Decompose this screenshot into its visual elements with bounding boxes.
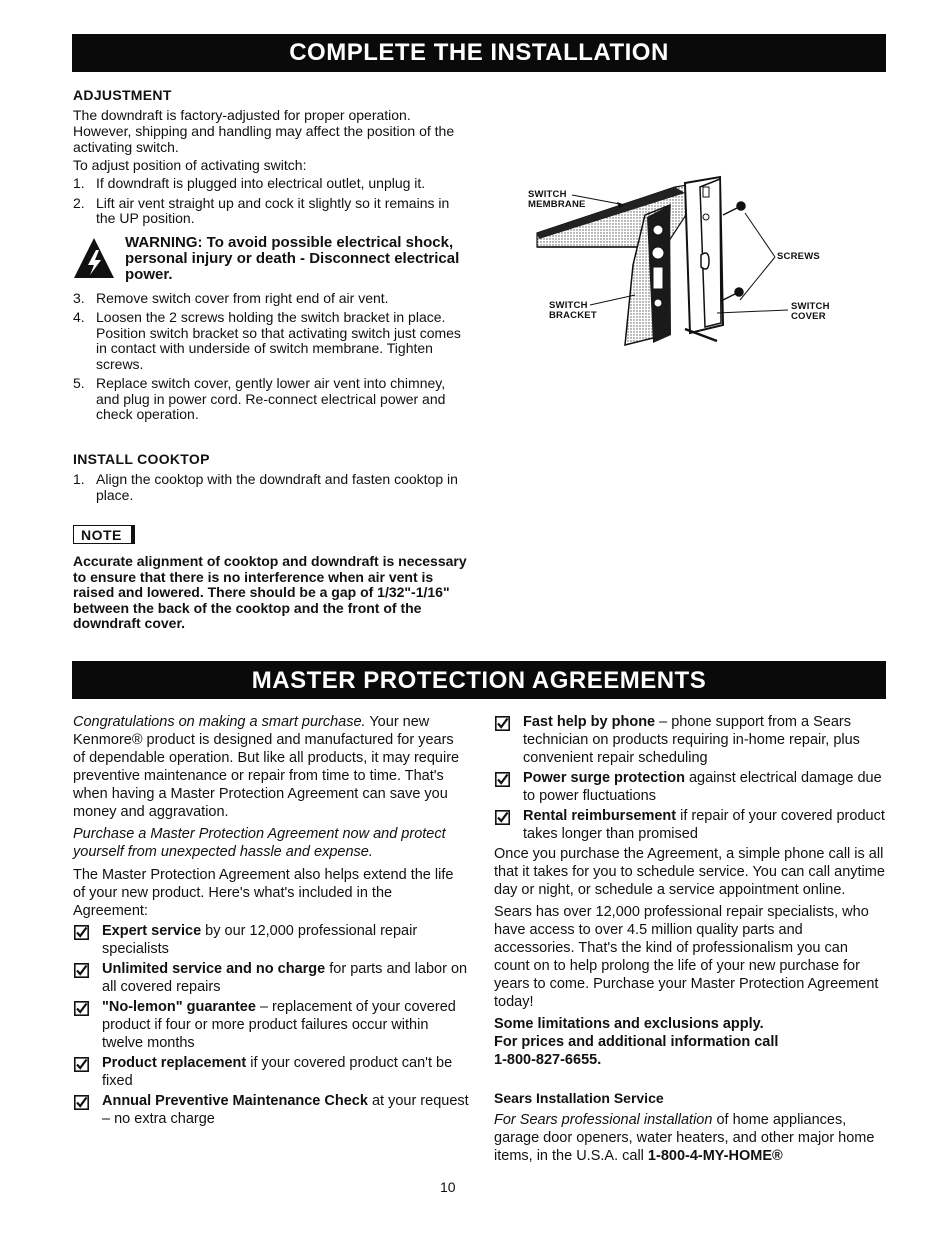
section-banner-installation: COMPLETE THE INSTALLATION (72, 34, 886, 72)
benefit-description: for parts and labor on all covered repairs (102, 961, 468, 995)
installation-phone: 1-800-4-MY-HOME® (647, 1148, 783, 1164)
checkbox-checked-icon (74, 963, 89, 978)
mpa-congrats (73, 713, 469, 821)
mpa-limits: Some limitations and exclusions apply. (494, 1016, 764, 1032)
step-number: 5. (73, 375, 85, 391)
list-item (73, 376, 465, 423)
benefit-title: Product replacement (102, 1055, 247, 1071)
adjustment-section (73, 87, 465, 427)
step-text: Loosen the 2 screws holding the switch bracket in place. Position switch bracket so that activating switch just comes in contact with underside of switch membrane. Tighten screws. (96, 309, 461, 372)
adjustment-heading: ADJUSTMENT (73, 87, 172, 103)
mpa-once: Once you purchase the Agreement, a simple phone call is all that it takes for you to schedule service. You can call anytime day or night, or schedule a service appointment online. (494, 846, 885, 898)
checkbox-checked-icon (74, 1095, 89, 1110)
label-switch-cover (791, 302, 830, 322)
benefit-description: by our 12,000 professional repair specialists (102, 923, 418, 957)
mpa-phone: 1-800-827-6655. (494, 1052, 602, 1068)
install-cooktop-section (73, 451, 465, 507)
list-item (73, 472, 465, 503)
benefit-item (73, 922, 469, 958)
benefit-item (494, 713, 886, 767)
step-text: Align the cooktop with the downdraft and fasten cooktop in place. (96, 471, 458, 503)
checkbox-checked-icon (74, 1057, 89, 1072)
label-switch-cover-line2: COVER (791, 311, 826, 322)
step-text: If downdraft is plugged into electrical outlet, unplug it. (96, 175, 426, 191)
benefit-title: Rental reimbursement (523, 808, 677, 824)
step-text: Lift air vent straight up and cock it slightly so it remains in the UP position. (96, 194, 450, 226)
benefit-title: Annual Preventive Maintenance Check (102, 1093, 368, 1109)
checkbox-checked-icon (495, 716, 510, 731)
note-text: Accurate alignment of cooktop and downdraft is necessary to ensure that there is no interference when air vent is raised and lowered. There should be a gap of 1/32"-1/16" between the back of the cooktop and the front of the downdraft cover. (73, 553, 467, 631)
step-text: Remove switch cover from right end of air vent. (96, 289, 389, 306)
step-text: Replace switch cover, gently lower air vent into chimney, and plug in power cord. Re-connect electrical power and check operation. (96, 375, 446, 422)
label-switch-membrane-line2: MEMBRANE (528, 199, 586, 210)
benefit-description: at your request – no extra charge (102, 1093, 469, 1127)
mpa-prices: For prices and additional information call (494, 1034, 779, 1050)
list-item (73, 176, 465, 192)
benefit-description: if repair of your covered product takes longer than promised (523, 808, 885, 842)
installation-rest: of home appliances, garage door openers, water heaters, and other major home items, in the U.S.A. call (494, 1112, 875, 1164)
benefit-title: Expert service (102, 923, 202, 939)
step-number: 1. (73, 471, 85, 487)
benefit-description: if your covered product can't be fixed (102, 1055, 453, 1089)
installation-service-heading: Sears Installation Service (494, 1090, 664, 1106)
adjustment-steps-a (73, 176, 465, 227)
page-number: 10 (440, 1179, 456, 1195)
label-switch-bracket-line2: BRACKET (549, 310, 597, 321)
section-banner-mpa: MASTER PROTECTION AGREEMENTS (72, 661, 886, 699)
step-number: 3. (73, 289, 85, 306)
benefit-description: – phone support from a Sears technician on products requiring in-home repair, plus convenient repair scheduling (523, 714, 860, 766)
benefit-title: Power surge protection (523, 770, 685, 786)
step-number: 4. (73, 309, 85, 325)
label-switch-bracket-line1: SWITCH (549, 300, 588, 311)
label-switch-cover-line1: SWITCH (791, 301, 830, 312)
mpa-right-column (494, 713, 886, 1165)
installation-service-text (494, 1111, 886, 1165)
benefit-title: Unlimited service and no charge (102, 961, 326, 977)
install-cooktop-steps (73, 472, 465, 503)
note-block (73, 525, 467, 632)
benefit-description: against electrical damage due to power fluctuations (523, 770, 882, 804)
mpa-purchase-italic: Purchase a Master Protection Agreement now and protect yourself from unexpected hassle and expense. (73, 826, 446, 860)
mpa-left-benefits (73, 922, 469, 1128)
benefit-item (494, 807, 886, 843)
list-item (73, 196, 465, 227)
step-number: 1. (73, 175, 85, 191)
mpa-left-column (73, 713, 469, 1130)
benefit-item (494, 769, 886, 805)
mpa-sears-has: Sears has over 12,000 professional repair specialists, who have access to over 4.5 million quality parts and accessories. That's the kind of professionalism you can count on to help prolong the life of your new purchase for years to come. Purchase your Master Protection Agreement today! (494, 904, 879, 1010)
label-switch-membrane-line1: SWITCH (528, 189, 567, 200)
label-switch-membrane (528, 190, 586, 210)
mpa-extends: The Master Protection Agreement also helps extend the life of your new product. Here's what's included in the Agreement: (73, 867, 454, 919)
checkbox-checked-icon (495, 772, 510, 787)
benefit-title: Fast help by phone (523, 714, 656, 730)
benefit-item (73, 960, 469, 996)
warning-block (73, 235, 465, 283)
benefit-item (73, 1092, 469, 1128)
electrical-warning-icon (73, 237, 115, 279)
benefit-description: – replacement of your covered product if four or more product failures occur within twelve months (102, 999, 456, 1051)
step-number: 2. (73, 194, 85, 211)
checkbox-checked-icon (74, 1001, 89, 1016)
list-item (73, 310, 465, 372)
checkbox-checked-icon (74, 925, 89, 940)
adjustment-lead: To adjust position of activating switch: (73, 157, 307, 173)
switch-diagram (525, 175, 845, 350)
adjustment-steps-b (73, 291, 465, 423)
list-item (73, 291, 465, 307)
mpa-congrats-italic: Congratulations on making a smart purchase. (73, 714, 366, 730)
note-label: NOTE (73, 525, 132, 544)
benefit-item (73, 998, 469, 1052)
warning-text: WARNING: To avoid possible electrical shock, personal injury or death - Disconnect electrical power. (125, 233, 460, 283)
benefit-title: "No-lemon" guarantee (102, 999, 256, 1015)
adjustment-intro: The downdraft is factory-adjusted for proper operation. However, shipping and handling may affect the position of the activating switch. (73, 107, 455, 155)
checkbox-checked-icon (495, 810, 510, 825)
benefit-item (73, 1054, 469, 1090)
mpa-right-benefits (494, 713, 886, 843)
install-cooktop-heading: INSTALL COOKTOP (73, 451, 210, 467)
mpa-congrats-rest: Your new Kenmore® product is designed and manufactured for years of dependable operation. But like all products, it may require preventive maintenance or repair from time to time. That's when having a Master Protection Agreement can save you money and aggravation. (73, 714, 460, 820)
label-switch-bracket (549, 301, 597, 321)
mpa-purchase (73, 825, 469, 861)
label-screws: SCREWS (777, 251, 820, 262)
installation-italic: For Sears professional installation (494, 1112, 713, 1128)
